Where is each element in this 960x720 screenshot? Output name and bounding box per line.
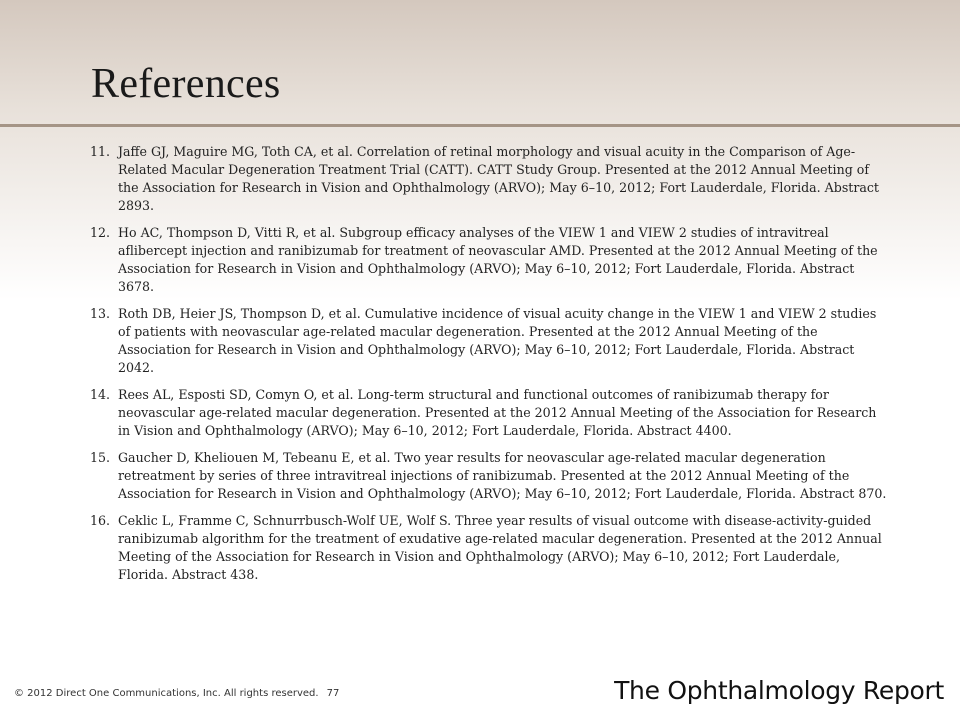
reference-text: Ho AC, Thompson D, Vitti R, et al. Subgroup efficacy analyses of the VIEW 1 and VIEW 2 studies of intravitreal aflibercept injection and ranibizumab for treatment of neovascular AMD. Presented at the 2012 Annual Meeting of the Association for Research in Vision and Ophthalmology (ARVO); May 6–10, 2012; Fort Lauderdale, Florida. Abstract 3678. bbox=[118, 225, 878, 294]
reference-list bbox=[90, 143, 890, 593]
reference-number: 14. bbox=[90, 387, 111, 402]
reference-text: Roth DB, Heier JS, Thompson D, et al. Cumulative incidence of visual acuity change in the VIEW 1 and VIEW 2 studies of patients with neovascular age-related macular degeneration. Presented at the 2012 Annual Meeting of the Association for Research in Vision and Ophthalmology (ARVO); May 6–10, 2012; Fort Lauderdale, Florida. Abstract 2042. bbox=[118, 306, 877, 375]
reference-number: 11. bbox=[90, 144, 111, 159]
reference-item bbox=[90, 386, 890, 440]
footer-copyright-block bbox=[14, 688, 339, 699]
reference-text: Ceklic L, Framme C, Schnurrbusch-Wolf UE, Wolf S. Three year results of visual outcome with disease-activity-guided ranibizumab algorithm for the treatment of exudative age-related macular degeneration. Presented at the 2012 Annual Meeting of the Association for Research in Vision and Ophthalmology (ARVO); May 6–10, 2012; Fort Lauderdale, Florida. Abstract 438. bbox=[118, 513, 882, 582]
reference-number: 15. bbox=[90, 450, 111, 465]
reference-item bbox=[90, 512, 890, 584]
slide-title: References bbox=[91, 61, 281, 107]
brand-logo-text: The Ophthalmology Report bbox=[614, 676, 944, 705]
reference-item bbox=[90, 224, 890, 296]
reference-text: Jaffe GJ, Maguire MG, Toth CA, et al. Correlation of retinal morphology and visual acuity in the Comparison of Age-Related Macular Degeneration Treatment Trial (CATT). CATT Study Group. Presented at the 2012 Annual Meeting of the Association for Research in Vision and Ophthalmology (ARVO); May 6–10, 2012; Fort Lauderdale, Florida. Abstract 2893. bbox=[118, 144, 879, 213]
page-number: 77 bbox=[326, 688, 340, 699]
reference-item bbox=[90, 305, 890, 377]
copyright-notice: © 2012 Direct One Communications, Inc. All rights reserved. bbox=[14, 688, 319, 699]
reference-text: Gaucher D, Kheliouen M, Tebeanu E, et al. Two year results for neovascular age-related macular degeneration retreatment by series of three intravitreal injections of ranibizumab. Presented at the 2012 Annual Meeting of the Association for Research in Vision and Ophthalmology (ARVO); May 6–10, 2012; Fort Lauderdale, Florida. Abstract 870. bbox=[118, 450, 887, 501]
title-divider bbox=[0, 124, 960, 127]
reference-text: Rees AL, Esposti SD, Comyn O, et al. Long-term structural and functional outcomes of ranibizumab therapy for neovascular age-related macular degeneration. Presented at the 2012 Annual Meeting of the Association for Research in Vision and Ophthalmology (ARVO); May 6–10, 2012; Fort Lauderdale, Florida. Abstract 4400. bbox=[118, 387, 877, 438]
reference-number: 12. bbox=[90, 225, 111, 240]
reference-number: 13. bbox=[90, 306, 111, 321]
reference-number: 16. bbox=[90, 513, 111, 528]
reference-item bbox=[90, 143, 890, 215]
reference-item bbox=[90, 449, 890, 503]
